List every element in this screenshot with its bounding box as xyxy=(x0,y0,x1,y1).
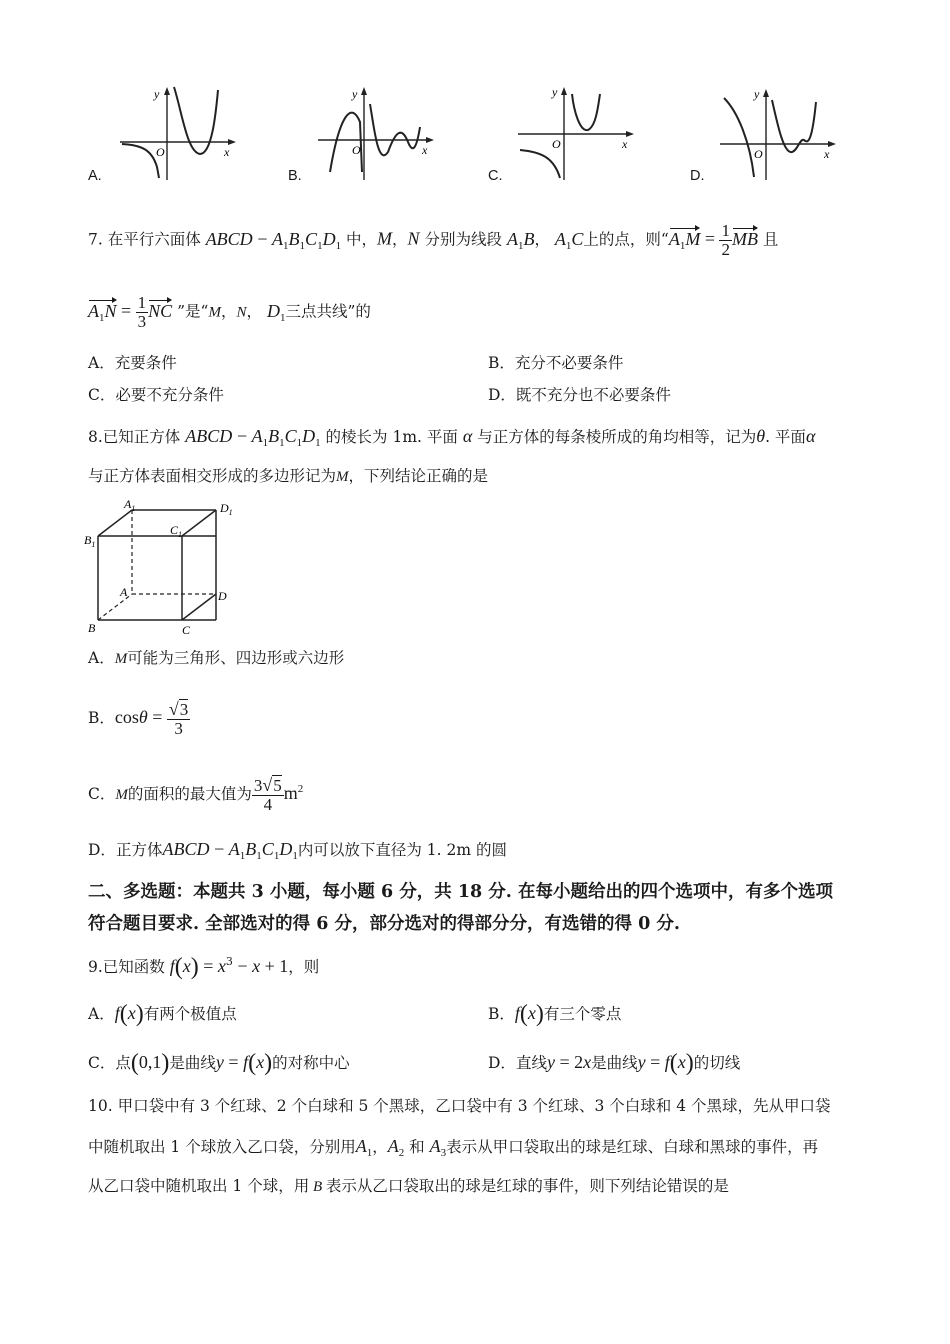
cube-label-d1: D xyxy=(220,501,229,515)
cube-label-a: A xyxy=(120,585,128,599)
q7-text: 且 xyxy=(762,230,779,249)
q8-option-a-text: 可能为三角形、四边形或六边形 xyxy=(127,649,345,667)
q10-text: 从乙口袋中随机取出 1 个球，用 xyxy=(88,1177,310,1195)
svg-text:C1: $C_1$ xyxy=(170,523,183,539)
q8-text: . 平面 xyxy=(765,428,806,446)
cube-label-b1: B xyxy=(84,533,92,547)
svg-text:D1: $D_1$ xyxy=(220,501,233,517)
q7-line2: $A_1N$ = $\frac{1}{3}$ NC ”是“M，N， $D_1$三点共线”的 xyxy=(88,293,371,331)
q9-option-d-text: 直线 xyxy=(515,1054,547,1072)
q9-text: ，则 xyxy=(288,958,320,976)
cube-label-b: B xyxy=(88,621,96,635)
svg-text:B1: $B_1$ xyxy=(84,533,96,549)
q9-option-c-text: 是曲线 xyxy=(169,1054,216,1072)
q9-option-c-text: 的对称中心 xyxy=(272,1054,350,1072)
q8-number: 8. xyxy=(88,428,103,446)
q8-text: 的棱长为 1m. 平面 xyxy=(325,428,458,446)
q8-option-a[interactable]: A．M可能为三角形、四边形或六边形 xyxy=(88,649,345,667)
section2-heading-line2: 符合题目要求. 全部选对的得 6 分，部分选对的得部分分，有选错的得 0 分. xyxy=(88,914,680,934)
q8-text: 与正方体的每条棱所成的角均相等，记为 xyxy=(477,428,757,446)
q8-option-d-text: 正方体 xyxy=(115,841,163,859)
q8-line2: 与正方体表面相交形成的多边形记为M，下列结论正确的是 xyxy=(88,467,489,485)
graph-d-x-label: x xyxy=(824,147,830,161)
graph-b-origin: O xyxy=(352,143,361,157)
q7-option-b[interactable]: B．充分不必要条件 xyxy=(488,354,624,372)
q10-text: 中随机取出 1 个球放入乙口袋，分别用 xyxy=(88,1138,356,1156)
q9-option-d-text: 的切线 xyxy=(693,1054,741,1072)
q9-option-c[interactable]: C．点(0,1)是曲线y = f(x)的对称中心 xyxy=(88,1050,350,1076)
q8-option-b[interactable]: B．cosθ = $\frac{√3}{3}$ xyxy=(88,699,189,738)
q9-stem: 9.已知函数 $f(x) = x^3 - x + 1$，则 xyxy=(88,954,320,980)
q7-option-c[interactable]: C．必要不充分条件 xyxy=(88,386,224,404)
graph-b xyxy=(312,82,440,184)
cube-figure xyxy=(84,496,244,640)
q8-option-d-text: 内可以放下直径为 1. 2m 的圆 xyxy=(297,841,507,859)
graph-option-b-label[interactable]: B. xyxy=(288,168,302,184)
q8-text: ，下列结论正确的是 xyxy=(348,467,489,485)
graph-a xyxy=(112,82,240,184)
q10-text: 和 xyxy=(409,1138,425,1156)
q10-line3: 从乙口袋中随机取出 1 个球，用 B 表示从乙口袋取出的球是红球的事件，则下列结论错误的是 xyxy=(88,1177,729,1195)
graph-c xyxy=(512,82,640,184)
graph-option-c-label[interactable]: C. xyxy=(488,168,503,184)
svg-text:A1: $A_1$ xyxy=(124,497,136,513)
q10-line1: 10. 甲口袋中有 3 个红球、2 个白球和 5 个黑球，乙口袋中有 3 个红球、3 个白球和 4 个黑球，先从甲口袋 xyxy=(88,1097,831,1115)
q8-text: 与正方体表面相交形成的多边形记为 xyxy=(88,467,337,485)
q10-text: 表示从甲口袋取出的球是红球、白球和黑球的事件，再 xyxy=(446,1138,819,1156)
q8-option-c[interactable]: C．M的面积的最大值为 $\frac{3√5}{4}$ $m^2$ xyxy=(88,775,304,814)
graph-b-x-label: x xyxy=(422,143,428,157)
q8-option-d[interactable]: D．正方体ABCD − $A_1B_1C_1D_1$内可以放下直径为 1. 2m 的圆 xyxy=(88,839,507,862)
q7-text: ”是“ xyxy=(177,302,209,321)
q9-option-d[interactable]: D．直线y = 2x是曲线y = f(x)的切线 xyxy=(488,1050,741,1076)
cube-label-c: C xyxy=(182,623,191,637)
graph-c-x-label: x xyxy=(622,137,628,151)
graph-d xyxy=(714,82,842,184)
q7-text: 分别为线段 xyxy=(424,230,502,249)
graph-option-a-label[interactable]: A. xyxy=(88,168,102,184)
graph-a-origin: O xyxy=(156,145,165,159)
graph-d-origin: O xyxy=(754,147,763,161)
graph-c-origin: O xyxy=(552,137,561,151)
cube-label-d: D xyxy=(218,589,227,603)
q9-option-b-text: 有三个零点 xyxy=(543,1005,622,1023)
q8-line1: 8.已知正方体 ABCD − $A_1B_1C_1D_1$ 的棱长为 1m. 平面 α 与正方体的每条棱所成的角均相等，记为θ. 平面α xyxy=(88,426,816,449)
q9-option-a[interactable]: A．f(x)有两个极值点 xyxy=(88,1001,237,1027)
q9-option-a-text: 有两个极值点 xyxy=(143,1005,237,1023)
graph-a-y-label: y xyxy=(154,87,160,101)
graph-a-x-label: x xyxy=(224,145,230,159)
q9-text: 已知函数 xyxy=(102,958,165,976)
q7-number: 7. xyxy=(88,230,103,249)
q7-text: 在平行六面体 xyxy=(107,230,201,249)
q8-option-c-text: 的面积的最大值为 xyxy=(127,785,252,803)
graph-b-y-label: y xyxy=(352,87,358,101)
q10-line2: 中随机取出 1 个球放入乙口袋，分别用$A_1$，$A_2$ 和 $A_3$表示从甲口袋取出的球是红球、白球和黑球的事件，再 xyxy=(88,1136,819,1159)
q7-option-d[interactable]: D．既不充分也不必要条件 xyxy=(488,386,671,404)
section2-heading-line1: 二、多选题：本题共 3 小题，每小题 6 分，共 18 分. 在每小题给出的四个选项中，有多个选项 xyxy=(88,882,833,902)
q7-line1: 7. 在平行六面体 ABCD − $A_1B_1C_1D_1$ 中，M，N 分别为线段 $A_1B$， $A_1C$上的点，则“$A_1M$ = $\frac{1}{2}$ MB 且 xyxy=(88,221,779,259)
cube-label-c1: C xyxy=(170,523,179,537)
graph-option-d-label[interactable]: D. xyxy=(690,168,705,184)
graph-c-y-label: y xyxy=(552,85,558,99)
q10-text: 表示从乙口袋取出的球是红球的事件，则下列结论错误的是 xyxy=(325,1177,729,1195)
q7-text: 上的点，则“ xyxy=(583,230,669,249)
q7-option-a[interactable]: A．充要条件 xyxy=(88,354,177,372)
cube-label-a1: A xyxy=(124,497,132,511)
q7-solid-name: ABCD xyxy=(205,228,253,249)
q7-text: 三点共线”的 xyxy=(285,302,371,321)
q9-option-b[interactable]: B．f(x)有三个零点 xyxy=(488,1001,622,1027)
q8-text: 已知正方体 xyxy=(102,428,181,446)
q9-option-c-text: 点 xyxy=(115,1054,131,1072)
graph-d-y-label: y xyxy=(754,87,760,101)
q9-number: 9. xyxy=(88,958,103,976)
q7-text: 中， xyxy=(346,230,378,249)
q9-option-d-text: 是曲线 xyxy=(591,1054,638,1072)
